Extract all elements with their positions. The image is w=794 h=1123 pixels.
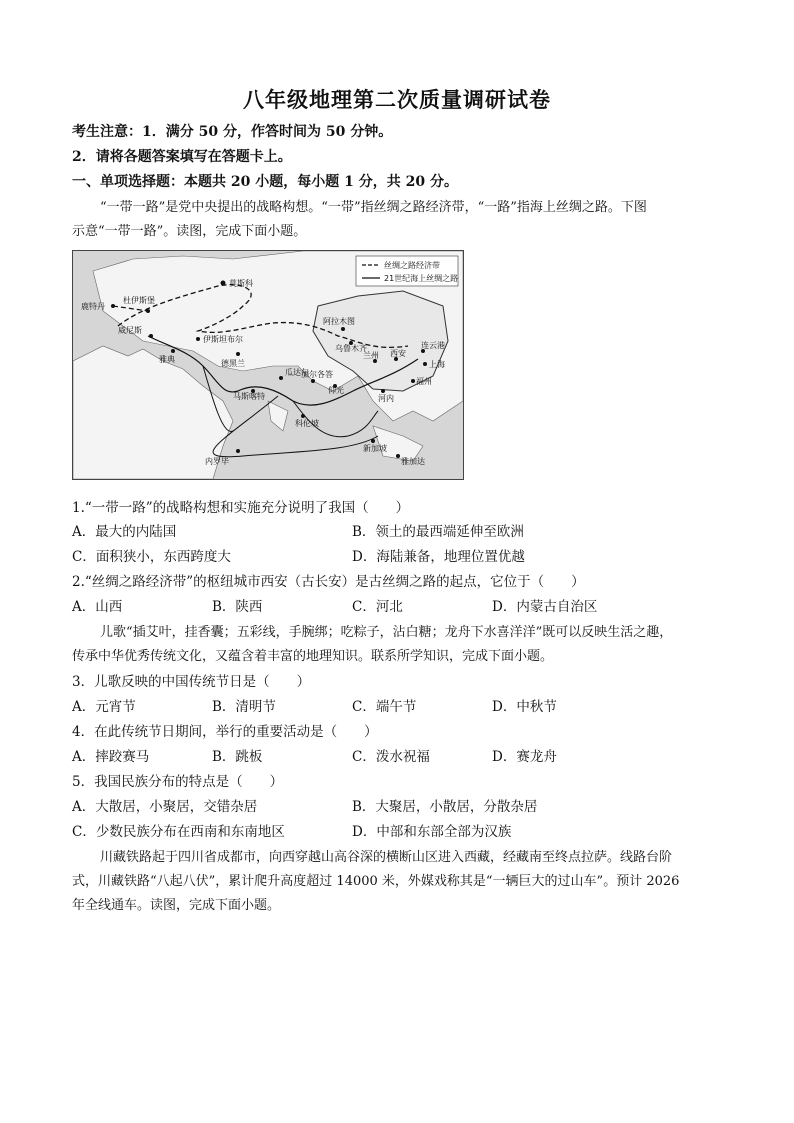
label-nairobi: 内罗毕	[205, 457, 229, 466]
belt-and-road-map	[72, 250, 464, 480]
label-istanbul: 伊斯坦布尔	[203, 335, 243, 344]
q2-option-b[interactable]: B．陕西	[212, 599, 263, 615]
q5-option-c[interactable]: C．少数民族分布在西南和东南地区	[72, 824, 285, 840]
q4-option-b[interactable]: B．跳板	[212, 749, 263, 765]
page-title: 八年级地理第二次质量调研试卷	[243, 87, 551, 112]
q2-option-a[interactable]: A．山西	[72, 599, 123, 615]
label-fuzhou: 福州	[416, 377, 432, 386]
passage-3-line-1: 川藏铁路起于四川省成都市，向西穿越山高谷深的横断山区进入西藏，经藏南至终点拉萨。线路台阶	[100, 850, 673, 865]
label-duisburg: 杜伊斯堡	[123, 296, 155, 305]
q5-option-d[interactable]: D．中部和东部全部为汉族	[352, 824, 512, 840]
passage-3-line-3: 年全线通车。读图，完成下面小题。	[72, 898, 281, 913]
label-yangon: 仰光	[328, 386, 344, 395]
legend-silk-road-belt: 丝绸之路经济带	[384, 261, 440, 270]
label-xian: 西安	[390, 349, 406, 358]
q3-option-b[interactable]: B．清明节	[212, 699, 276, 715]
q4-option-d[interactable]: D．赛龙舟	[492, 749, 557, 765]
legend-maritime-road: 21世纪海上丝绸之路	[384, 274, 459, 283]
label-colombo: 科伦坡	[295, 419, 319, 428]
q4-option-c[interactable]: C．泼水祝福	[352, 749, 430, 765]
label-urumqi: 乌鲁木齐	[335, 344, 367, 353]
q3-stem: 3．儿歌反映的中国传统节日是（ ）	[72, 674, 311, 690]
q3-option-a[interactable]: A．元宵节	[72, 699, 136, 715]
q5-option-b[interactable]: B．大聚居，小散居，分散杂居	[352, 799, 538, 815]
label-venice: 威尼斯	[118, 326, 142, 335]
q2-stem: 2.“丝绸之路经济带”的枢纽城市西安（古长安）是古丝绸之路的起点，它位于（ ）	[72, 574, 585, 590]
q5-stem: 5．我国民族分布的特点是（ ）	[72, 774, 284, 790]
label-athens: 雅典	[159, 355, 175, 364]
q2-option-d[interactable]: D．内蒙古自治区	[492, 599, 598, 615]
notice-line-2: 2．请将各题答案填写在答题卡上。	[72, 149, 292, 165]
label-shanghai: 上海	[429, 360, 445, 369]
passage-1-line-1: “一带一路”是党中央提出的战略构想。“一带”指丝绸之路经济带，“一路”指海上丝绸之路。下图	[100, 200, 647, 215]
passage-2-line-1: 儿歌“插艾叶，挂香囊；五彩线，手腕绑；吃粽子，沾白糖；龙舟下水喜洋洋”既可以反映生活之趣，	[100, 625, 673, 640]
passage-3-line-2: 式，川藏铁路“八起八伏”，累计爬升高度超过 14000 米，外媒戏称其是“一辆巨大的过山车”。预计 2026	[72, 874, 680, 889]
label-almaty: 阿拉木图	[323, 317, 355, 326]
label-moscow: 莫斯科	[229, 279, 253, 288]
label-rotterdam: 鹿特丹	[81, 302, 105, 311]
passage-2-line-2: 传承中华优秀传统文化，又蕴含着丰富的地理知识。联系所学知识，完成下面小题。	[72, 649, 554, 664]
label-lanzhou: 兰州	[363, 351, 379, 360]
q3-option-d[interactable]: D．中秋节	[492, 699, 557, 715]
q4-stem: 4．在此传统节日期间，举行的重要活动是（ ）	[72, 724, 378, 740]
q5-option-a[interactable]: A．大散居，小聚居，交错杂居	[72, 799, 258, 815]
q4-option-a[interactable]: A．摔跤赛马	[72, 749, 150, 765]
label-hanoi: 河内	[378, 394, 394, 403]
label-singapore: 新加坡	[363, 444, 387, 453]
q3-option-c[interactable]: C．端午节	[352, 699, 417, 715]
q1-stem: 1.“一带一路”的战略构想和实施充分说明了我国（ ）	[72, 500, 410, 516]
q2-option-c[interactable]: C．河北	[352, 599, 403, 615]
q1-option-d[interactable]: D．海陆兼备，地理位置优越	[352, 549, 525, 565]
label-kolkata: 加尔各答	[301, 370, 333, 379]
label-lianyungang: 连云港	[421, 341, 445, 350]
notice-line-1: 考生注意：1．满分 50 分，作答时间为 50 分钟。	[72, 124, 393, 140]
q1-option-a[interactable]: A．最大的内陆国	[72, 524, 177, 540]
label-tehran: 德黑兰	[221, 359, 245, 368]
section-heading: 一、单项选择题：本题共 20 小题，每小题 1 分，共 20 分。	[72, 174, 458, 190]
label-muscat: 马斯喀特	[233, 392, 265, 401]
passage-1-line-2: 示意“一带一路”。读图，完成下面小题。	[72, 224, 307, 239]
q1-option-b[interactable]: B．领土的最西端延伸至欧洲	[352, 524, 524, 540]
q1-option-c[interactable]: C．面积狭小，东西跨度大	[72, 549, 231, 565]
label-jakarta: 雅加达	[401, 457, 425, 466]
label-gwadar: 瓜达尔	[285, 368, 309, 377]
